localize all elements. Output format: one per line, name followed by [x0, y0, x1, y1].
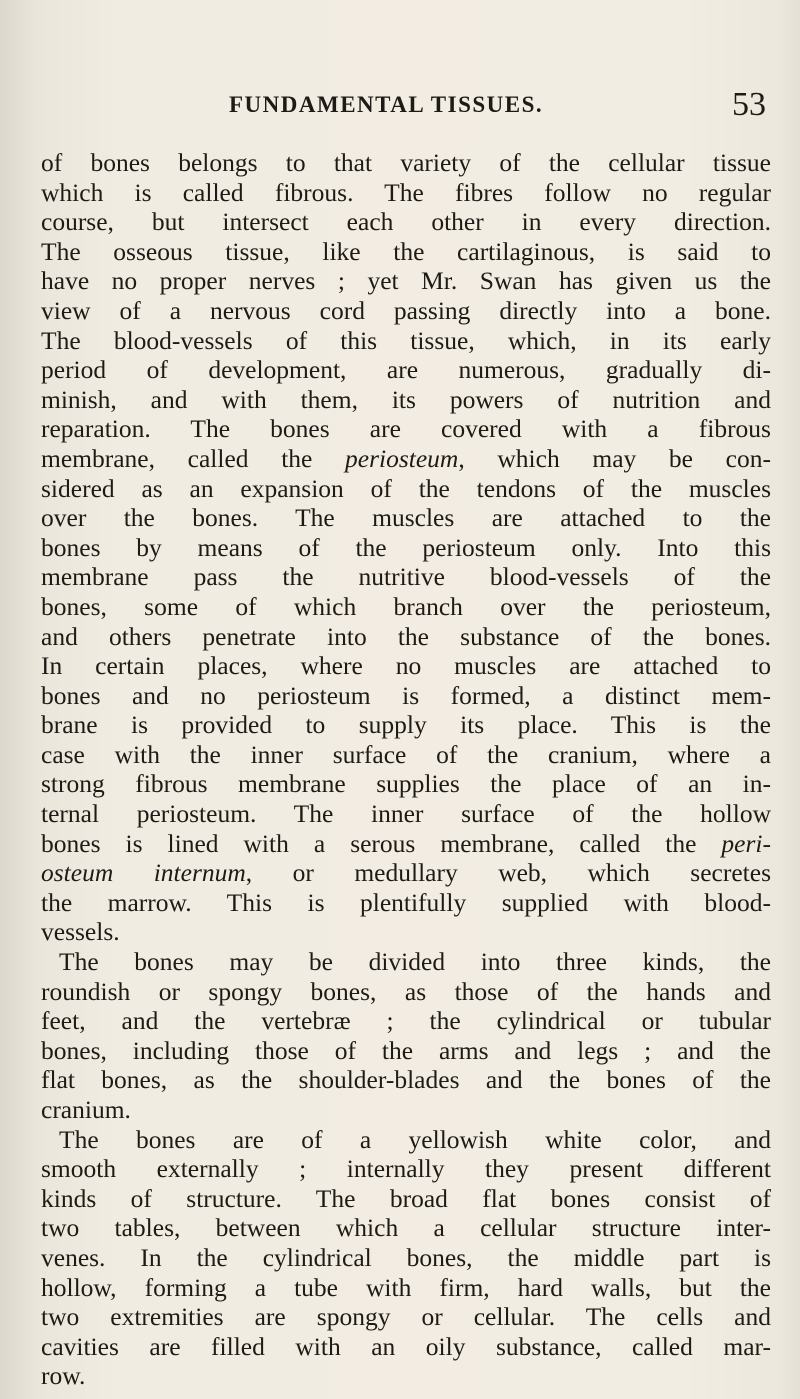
text-line	[41, 178, 771, 208]
text-line	[41, 829, 771, 859]
text-line	[41, 1006, 771, 1036]
body-text	[41, 148, 771, 1391]
text-line	[41, 710, 771, 740]
text-line	[41, 207, 771, 237]
text-line	[41, 237, 771, 267]
text-run: membrane pass the nutritive blood-vessels of the	[41, 562, 771, 592]
italic-term: osteum internum	[41, 858, 246, 888]
text-run: course, but intersect each other in every direction.	[41, 207, 771, 237]
text-line	[41, 1065, 771, 1095]
text-run: bones is lined with a serous membrane, called the	[41, 828, 722, 858]
text-run: the marrow. This is plentifully supplied with blood-	[41, 887, 771, 917]
text-line	[41, 414, 771, 444]
text-line	[41, 977, 771, 1007]
text-run: two extremities are spongy or cellular. The cells and	[41, 1302, 771, 1332]
text-run: reparation. The bones are covered with a fibrous	[41, 414, 771, 444]
text-run: bones and no periosteum is formed, a distinct mem-	[41, 680, 771, 710]
text-run: have no proper nerves ; yet Mr. Swan has given us the	[41, 266, 771, 296]
text-line	[41, 1243, 771, 1273]
text-run: period of development, are numerous, gradually di-	[41, 355, 771, 385]
italic-term: periosteum	[345, 443, 459, 473]
text-line	[41, 444, 771, 474]
text-line	[41, 503, 771, 533]
running-head	[0, 86, 800, 132]
text-line	[41, 474, 771, 504]
text-line	[41, 1213, 771, 1243]
text-line	[41, 799, 771, 829]
page-number: 53	[732, 86, 766, 123]
text-run: cavities are filled with an oily substance, called mar-	[41, 1331, 771, 1361]
text-run: flat bones, as the shoulder-blades and the bones of the	[41, 1065, 771, 1095]
text-run: brane is provided to supply its place. This is the	[41, 710, 771, 740]
text-run: case with the inner surface of the cranium, where a	[41, 739, 771, 769]
text-line	[41, 1184, 771, 1214]
text-line	[41, 769, 771, 799]
text-line	[41, 1036, 771, 1066]
text-line	[41, 1125, 771, 1155]
text-line	[41, 1302, 771, 1332]
text-run: The bones are of a yellowish white color, and	[59, 1124, 771, 1154]
text-run: , or medullary web, which secretes	[245, 858, 771, 888]
text-run: sidered as an expansion of the tendons of the muscles	[41, 473, 771, 503]
text-line	[41, 947, 771, 977]
text-line	[41, 562, 771, 592]
text-line	[41, 740, 771, 770]
text-run: cranium.	[41, 1095, 131, 1124]
text-run: In certain places, where no muscles are attached to	[41, 651, 771, 681]
text-run: smooth externally ; internally they present different	[41, 1154, 771, 1184]
text-run: of bones belongs to that variety of the cellular tissue	[41, 148, 771, 177]
text-run: minish, and with them, its powers of nutrition and	[41, 384, 771, 414]
text-line	[41, 1332, 771, 1362]
text-line	[41, 1273, 771, 1303]
text-run: hollow, forming a tube with firm, hard walls, but the	[41, 1272, 771, 1302]
text-run: ternal periosteum. The inner surface of the hollow	[41, 799, 771, 829]
text-run: two tables, between which a cellular structure inter-	[41, 1213, 771, 1243]
text-line	[41, 326, 771, 356]
text-run: bones, some of which branch over the periosteum,	[41, 591, 771, 621]
text-run: venes. In the cylindrical bones, the middle part is	[41, 1242, 771, 1272]
text-run: view of a nervous cord passing directly into a bone.	[41, 295, 771, 325]
text-line	[41, 681, 771, 711]
italic-term: peri-	[721, 828, 771, 858]
text-line	[41, 148, 771, 178]
text-run: over the bones. The muscles are attached to the	[41, 503, 771, 533]
text-run: The blood-vessels of this tissue, which, in its early	[41, 325, 771, 355]
text-line	[41, 917, 771, 947]
text-line	[41, 1154, 771, 1184]
text-run: strong fibrous membrane supplies the place of an in-	[41, 769, 771, 799]
text-run: membrane, called the	[41, 443, 346, 473]
text-line	[41, 1361, 771, 1391]
text-line	[41, 858, 771, 888]
text-line	[41, 385, 771, 415]
text-run: bones, including those of the arms and legs ; and the	[41, 1035, 771, 1065]
text-run: The bones may be divided into three kinds, the	[59, 947, 771, 977]
text-run: , which may be con-	[458, 443, 771, 473]
text-run: bones by means of the periosteum only. Into this	[41, 532, 771, 562]
text-line	[41, 651, 771, 681]
text-line	[41, 533, 771, 563]
text-run: kinds of structure. The broad flat bones consist of	[41, 1183, 771, 1213]
text-run: which is called fibrous. The fibres follow no regular	[41, 177, 771, 207]
text-run: The osseous tissue, like the cartilaginous, is said to	[41, 236, 771, 266]
running-title: FUNDAMENTAL TISSUES.	[229, 92, 544, 117]
text-line	[41, 266, 771, 296]
text-line	[41, 622, 771, 652]
text-line	[41, 888, 771, 918]
text-line	[41, 296, 771, 326]
text-line	[41, 1095, 771, 1125]
text-run: vessels.	[41, 917, 120, 947]
text-line	[41, 355, 771, 385]
text-run: feet, and the vertebræ ; the cylindrical or tubular	[41, 1006, 771, 1036]
text-run: and others penetrate into the substance of the bones.	[41, 621, 771, 651]
text-line	[41, 592, 771, 622]
text-run: roundish or spongy bones, as those of the hands and	[41, 976, 771, 1006]
text-run: row.	[41, 1361, 86, 1391]
